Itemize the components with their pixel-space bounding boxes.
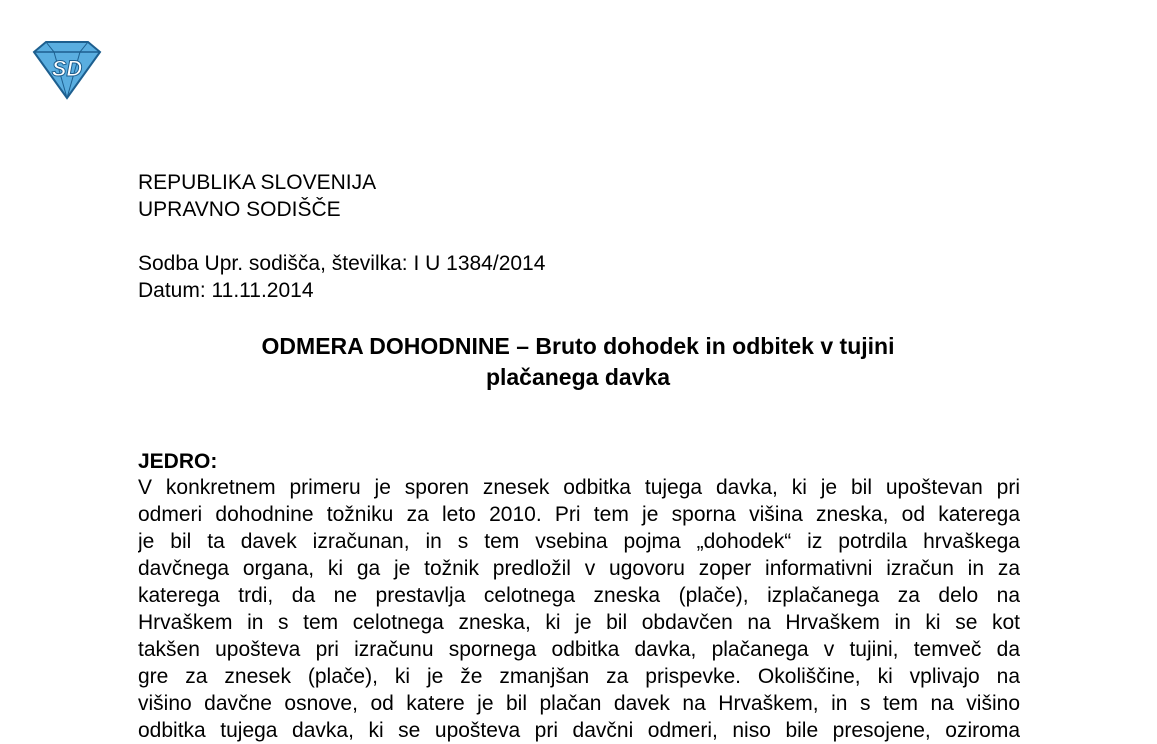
paragraph-line: gre za znesek (plače), ki je že zmanjšan za prispevke. Okoliščine, ki vplivajo na [138,665,1020,688]
paragraph-line: odmeri dohodnine tožniku za leto 2010. Pri tem je sporna višina zneska, od katerega [138,503,1020,526]
core-label: JEDRO: [138,450,218,473]
court-name: UPRAVNO SODIŠČE [138,198,341,221]
judgment-date: Datum: 11.11.2014 [138,279,314,302]
republic-name: REPUBLIKA SLOVENIJA [138,171,377,194]
document-title [138,331,1018,393]
title-line-2: plačanega davka [485,364,671,390]
paragraph-line: katerega trdi, da ne prestavlja celotnega zneska (plače), izplačanega za delo na [138,584,1020,607]
paragraph-line: davčnega organa, ki ga je tožnik predložil v ugovoru zoper informativni izračun in za [138,557,1020,580]
core-paragraph [138,474,1020,744]
paragraph-line: odbitka tujega davka, ki se upošteva pri davčni odmeri, niso bile presojene, oziroma [138,719,1020,742]
case-reference: Sodba Upr. sodišča, številka: I U 1384/2014 [138,252,546,275]
title-line-1: ODMERA DOHODNINE – Bruto dohodek in odbitek v tujini [261,333,895,359]
paragraph-line: V konkretnem primeru je sporen znesek odbitka tujega davka, ki je bil upoštevan pri [138,476,1020,499]
paragraph-line: je bil ta davek izračunan, in s tem vsebina pojma „dohodek“ iz potrdila hrvaškega [138,530,1020,553]
paragraph-line: višino davčne osnove, od katere je bil plačan davek na Hrvaškem, in s tem na višino [138,692,1020,715]
court-header [138,169,376,223]
paragraph-line: takšen upošteva pri izračunu spornega odbitka davka, plačanega v tujini, temveč da [138,638,1020,661]
court-shield-logo-icon [30,40,104,100]
logo-lettering: SD [51,56,83,81]
paragraph-line: Hrvaškem in s tem celotnega zneska, ki je bil obdavčen na Hrvaškem in ki se kot [138,611,1020,634]
case-meta [138,250,545,304]
